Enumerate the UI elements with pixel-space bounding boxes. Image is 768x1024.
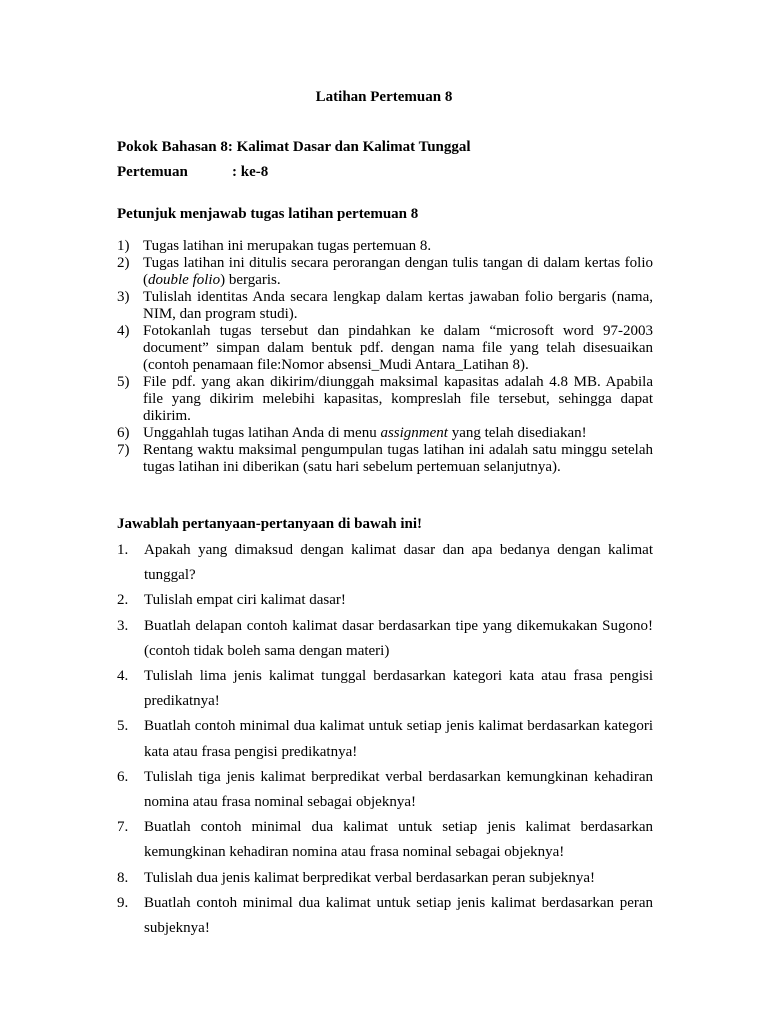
- item-text: Rentang waktu maksimal pengumpulan tugas latihan ini adalah satu minggu setelah tugas latihan ini diberikan (satu hari sebelum pertemuan selanjutnya).: [143, 442, 653, 475]
- item-number: 7): [117, 442, 130, 458]
- question-item: [117, 891, 653, 941]
- item-text: Tugas latihan ini merupakan tugas pertemuan 8.: [143, 238, 432, 254]
- instructions-list: [117, 238, 653, 476]
- question-item: [117, 588, 653, 613]
- question-item: [117, 538, 653, 588]
- meeting-label: Pertemuan: [117, 164, 188, 180]
- meeting-value: : ke-8: [232, 164, 269, 180]
- questions-list: [117, 538, 653, 941]
- instruction-item: [117, 238, 653, 255]
- item-text: Unggahlah tugas latihan Anda di menu: [143, 425, 381, 441]
- question-number: 3.: [117, 617, 129, 634]
- question-number: 5.: [117, 718, 129, 735]
- item-number: 4): [117, 323, 130, 339]
- question-item: [117, 866, 653, 891]
- question-text: Buatlah contoh minimal dua kalimat untuk setiap jenis kalimat berdasarkan kategori kata atau frasa pengisi predikatnya!: [144, 718, 653, 760]
- question-text: Buatlah delapan contoh kalimat dasar berdasarkan tipe yang dikemukakan Sugono! (contoh tidak boleh sama dengan materi): [144, 617, 653, 659]
- instruction-item: [117, 374, 653, 425]
- question-item: [117, 664, 653, 714]
- item-italic: assignment: [380, 425, 448, 441]
- question-text: Tulislah empat ciri kalimat dasar!: [144, 592, 346, 609]
- question-item: [117, 765, 653, 815]
- question-number: 1.: [117, 542, 129, 558]
- question-text: Tulislah lima jenis kalimat tunggal berdasarkan kategori kata atau frasa pengisi predikatnya!: [144, 668, 653, 710]
- question-number: 9.: [117, 894, 129, 911]
- item-number: 2): [117, 255, 130, 271]
- item-number: 1): [117, 238, 130, 254]
- question-text: Buatlah contoh minimal dua kalimat untuk setiap jenis kalimat berdasarkan kemungkinan kehadiran nomina atau frasa nominal sebagai objeknya!: [144, 819, 653, 861]
- subject-line: Pokok Bahasan 8: Kalimat Dasar dan Kalimat Tunggal: [117, 139, 471, 155]
- item-number: 5): [117, 374, 130, 390]
- question-number: 4.: [117, 668, 129, 685]
- question-item: [117, 614, 653, 664]
- item-text: File pdf. yang akan dikirim/diunggah maksimal kapasitas adalah 4.8 MB. Apabila file yang dikirim melebihi kapasitas, kompreslah file tersebut, sehingga dapat dikirim.: [143, 374, 653, 424]
- item-text: Fotokanlah tugas tersebut dan pindahkan ke dalam “microsoft word 97-2003 document” simpan dalam bentuk pdf. dengan nama file yang telah disesuaikan (contoh penamaan file:Nomor absensi_Mudi Antara_Latihan 8).: [143, 323, 653, 373]
- question-item: [117, 714, 653, 764]
- item-text: Tulislah identitas Anda secara lengkap dalam kertas jawaban folio bergaris (nama, NIM, dan program studi).: [143, 289, 653, 322]
- question-item: [117, 815, 653, 865]
- item-number: 6): [117, 425, 130, 441]
- question-number: 7.: [117, 819, 129, 836]
- question-number: 6.: [117, 768, 129, 785]
- item-text-after: yang telah disediakan!: [447, 425, 587, 441]
- item-italic: double folio: [148, 272, 221, 288]
- item-number: 3): [117, 289, 130, 305]
- questions-heading: Jawablah pertanyaan-pertanyaan di bawah ini!: [117, 516, 423, 532]
- question-text: Buatlah contoh minimal dua kalimat untuk setiap jenis kalimat berdasarkan peran subjeknya!: [144, 894, 653, 937]
- instruction-item: [117, 255, 653, 289]
- instruction-item: [117, 442, 653, 476]
- document-title: Latihan Pertemuan 8: [315, 89, 453, 105]
- instruction-item: [117, 425, 653, 442]
- instruction-item: [117, 289, 653, 323]
- question-number: 2.: [117, 592, 129, 609]
- meeting-line: [117, 163, 268, 181]
- question-text: Apakah yang dimaksud dengan kalimat dasar dan apa bedanya dengan kalimat tunggal?: [144, 542, 653, 584]
- instructions-heading: Petunjuk menjawab tugas latihan pertemuan 8: [117, 206, 419, 222]
- question-number: 8.: [117, 869, 129, 886]
- question-text: Tulislah dua jenis kalimat berpredikat verbal berdasarkan peran subjeknya!: [144, 869, 595, 886]
- item-text-after: ) bergaris.: [220, 272, 281, 288]
- item-text: Tugas latihan ini ditulis secara perorangan dengan tulis tangan di dalam kertas folio (: [143, 255, 653, 288]
- question-text: Tulislah tiga jenis kalimat berpredikat verbal berdasarkan kemungkinan kehadiran nomina atau frasa nominal sebagai objeknya!: [144, 768, 653, 811]
- instruction-item: [117, 323, 653, 374]
